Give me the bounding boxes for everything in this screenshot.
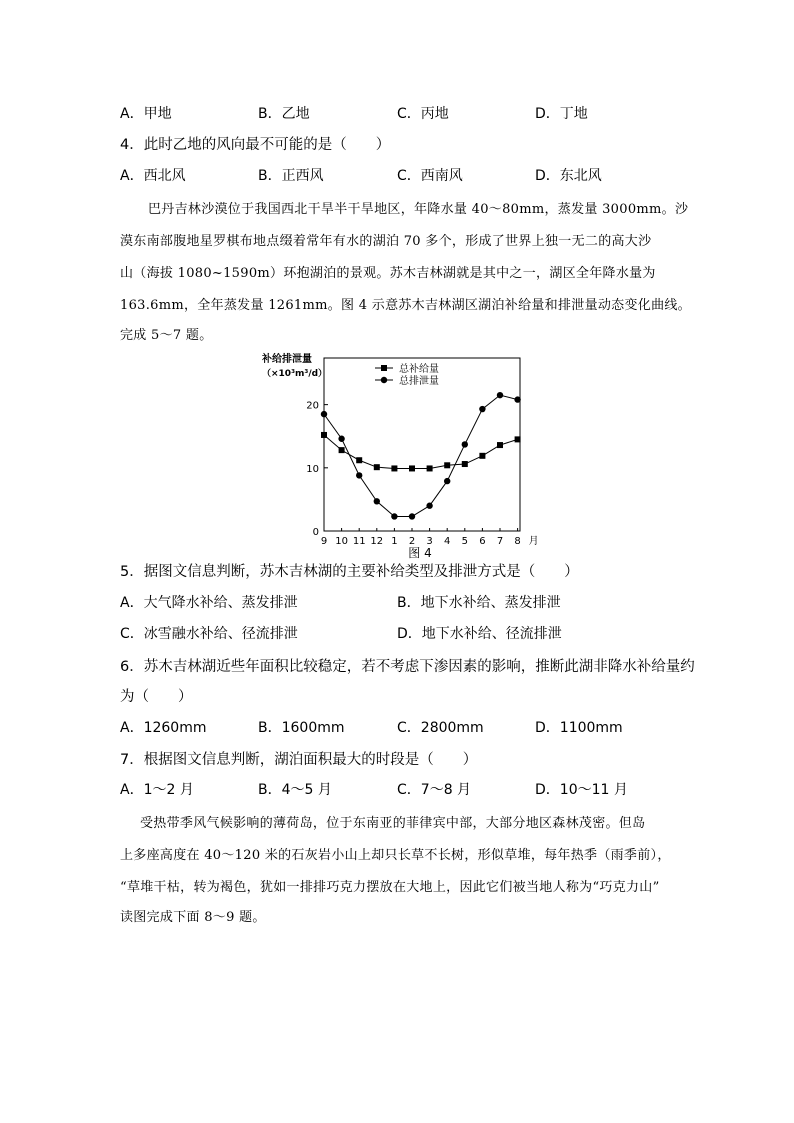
q6-option-d[interactable]: D．1100mm xyxy=(535,720,623,736)
data-point xyxy=(338,436,344,442)
q3-option-c[interactable]: C．丙地 xyxy=(397,106,449,122)
x-tick-label: 7 xyxy=(496,536,504,547)
x-tick-label: 1 xyxy=(391,536,398,547)
data-point xyxy=(462,441,468,447)
passage2-line: 上多座高度在 40～120 米的石灰岩小山上却只长草不长树，形似草堆，每年热季（雨季前）， xyxy=(120,848,671,863)
q6-option-a[interactable]: A．1260mm xyxy=(120,720,207,736)
x-tick-label: 12 xyxy=(370,536,384,547)
chart-caption: 图 4 xyxy=(408,546,432,560)
q3-option-d[interactable]: D．丁地 xyxy=(535,106,588,122)
y-tick-label: 20 xyxy=(306,400,319,412)
q4-option-b[interactable]: B．正西风 xyxy=(258,168,324,184)
q4-stem: 4．此时乙地的风向最不可能的是（ ） xyxy=(120,137,391,153)
data-point xyxy=(321,411,327,417)
q5-stem: 5．据图文信息判断，苏木吉林湖的主要补给类型及排泄方式是（ ） xyxy=(120,564,579,580)
data-point xyxy=(409,465,415,471)
x-tick-label: 8 xyxy=(514,536,521,547)
chart-legend xyxy=(375,362,439,387)
q7-option-d[interactable]: D．10～11 月 xyxy=(535,782,628,798)
data-point xyxy=(356,457,362,463)
data-point xyxy=(497,392,503,398)
data-point xyxy=(339,447,345,453)
q4-option-c[interactable]: C．西南风 xyxy=(397,168,463,184)
data-point xyxy=(374,498,380,504)
data-point xyxy=(427,465,433,471)
legend-marker xyxy=(381,377,387,383)
chart-yunit: （×10³m³/d） xyxy=(262,369,328,379)
x-tick-label: 11 xyxy=(352,536,366,547)
q3-option-b[interactable]: B．乙地 xyxy=(258,106,310,122)
data-point xyxy=(356,472,362,478)
x-tick-label: 10 xyxy=(335,536,348,547)
q7-stem: 7．根据图文信息判断，湖泊面积最大的时段是（ ） xyxy=(120,752,478,768)
data-point xyxy=(391,465,397,471)
q5-option-a[interactable]: A．大气降水补给、蒸发排泄 xyxy=(120,595,298,611)
q7-option-c[interactable]: C．7～8 月 xyxy=(397,782,472,798)
legend-label: 总补给量 xyxy=(399,364,439,375)
data-point xyxy=(514,396,520,402)
data-point xyxy=(479,406,485,412)
x-tick-label: 4 xyxy=(444,536,451,547)
data-point xyxy=(321,432,327,438)
data-point xyxy=(479,453,485,459)
q6-stem-continued: 为（ ） xyxy=(120,689,193,705)
chart-series xyxy=(321,392,521,520)
q6-stem: 6．苏木吉林湖近些年面积比较稳定，若不考虑下渗因素的影响，推断此湖非降水补给量约 xyxy=(120,659,695,675)
series-line xyxy=(324,395,518,516)
q5-option-d[interactable]: D．地下水补给、径流排泄 xyxy=(397,626,562,642)
data-point xyxy=(409,513,415,519)
passage2-line: 受热带季风气候影响的薄荷岛，位于东南亚的菲律宾中部，大部分地区森林茂密。但岛 xyxy=(140,816,646,831)
data-point xyxy=(497,442,503,448)
passage2-line: “草堆干枯，转为褐色，犹如一排排巧克力摆放在大地上，因此它们被当地人称为“巧克力山” xyxy=(120,880,660,895)
q6-option-b[interactable]: B．1600mm xyxy=(258,720,345,736)
lake-recharge-discharge-chart xyxy=(262,350,539,562)
data-point xyxy=(515,436,521,442)
x-tick-label: 6 xyxy=(479,536,486,547)
legend-marker xyxy=(381,365,387,371)
data-point xyxy=(426,503,432,509)
passage1-line: 完成 5～7 题。 xyxy=(120,328,213,343)
x-tick-label: 3 xyxy=(426,536,433,547)
x-tick-label: 9 xyxy=(320,536,328,547)
passage1-line: 山（海拔 1080~1590m）环抱湖泊的景观。苏木吉林湖就是其中之一，湖区全年降水量为 xyxy=(120,266,656,281)
q5-option-b[interactable]: B．地下水补给、蒸发排泄 xyxy=(397,595,561,611)
q7-option-b[interactable]: B．4～5 月 xyxy=(258,782,332,798)
passage2-line: 读图完成下面 8～9 题。 xyxy=(120,910,266,925)
x-unit-label: 月 xyxy=(528,536,539,547)
data-point xyxy=(462,461,468,467)
q3-option-a[interactable]: A．甲地 xyxy=(120,106,172,122)
q7-option-a[interactable]: A．1～2 月 xyxy=(120,782,194,798)
data-point xyxy=(391,513,397,519)
q4-option-a[interactable]: A．西北风 xyxy=(120,168,186,184)
passage1-line: 巴丹吉林沙漠位于我国西北干旱半干旱地区，年降水量 40～80mm，蒸发量 3000mm。沙 xyxy=(148,202,689,217)
y-tick-label: 0 xyxy=(312,527,319,538)
legend-label: 总排泄量 xyxy=(399,376,439,387)
data-point xyxy=(374,464,380,470)
chart-ylabel: 补给排泄量 xyxy=(262,354,312,365)
y-tick-label: 10 xyxy=(306,463,319,475)
x-tick-label: 2 xyxy=(408,536,416,547)
q5-option-c[interactable]: C．冰雪融水补给、径流排泄 xyxy=(120,626,298,642)
passage1-line: 漠东南部腹地星罗棋布地点缀着常年有水的湖泊 70 多个，形成了世界上独一无二的高大沙 xyxy=(120,234,652,249)
q4-option-d[interactable]: D．东北风 xyxy=(535,168,602,184)
data-point xyxy=(444,478,450,484)
passage1-line: 163.6mm，全年蒸发量 1261mm。图 4 示意苏木吉林湖区湖泊补给量和排泄量动态变化曲线。 xyxy=(120,298,691,313)
chart-ticks xyxy=(306,401,538,547)
q6-option-c[interactable]: C．2800mm xyxy=(397,720,484,736)
x-tick-label: 5 xyxy=(461,536,468,547)
data-point xyxy=(444,462,450,468)
